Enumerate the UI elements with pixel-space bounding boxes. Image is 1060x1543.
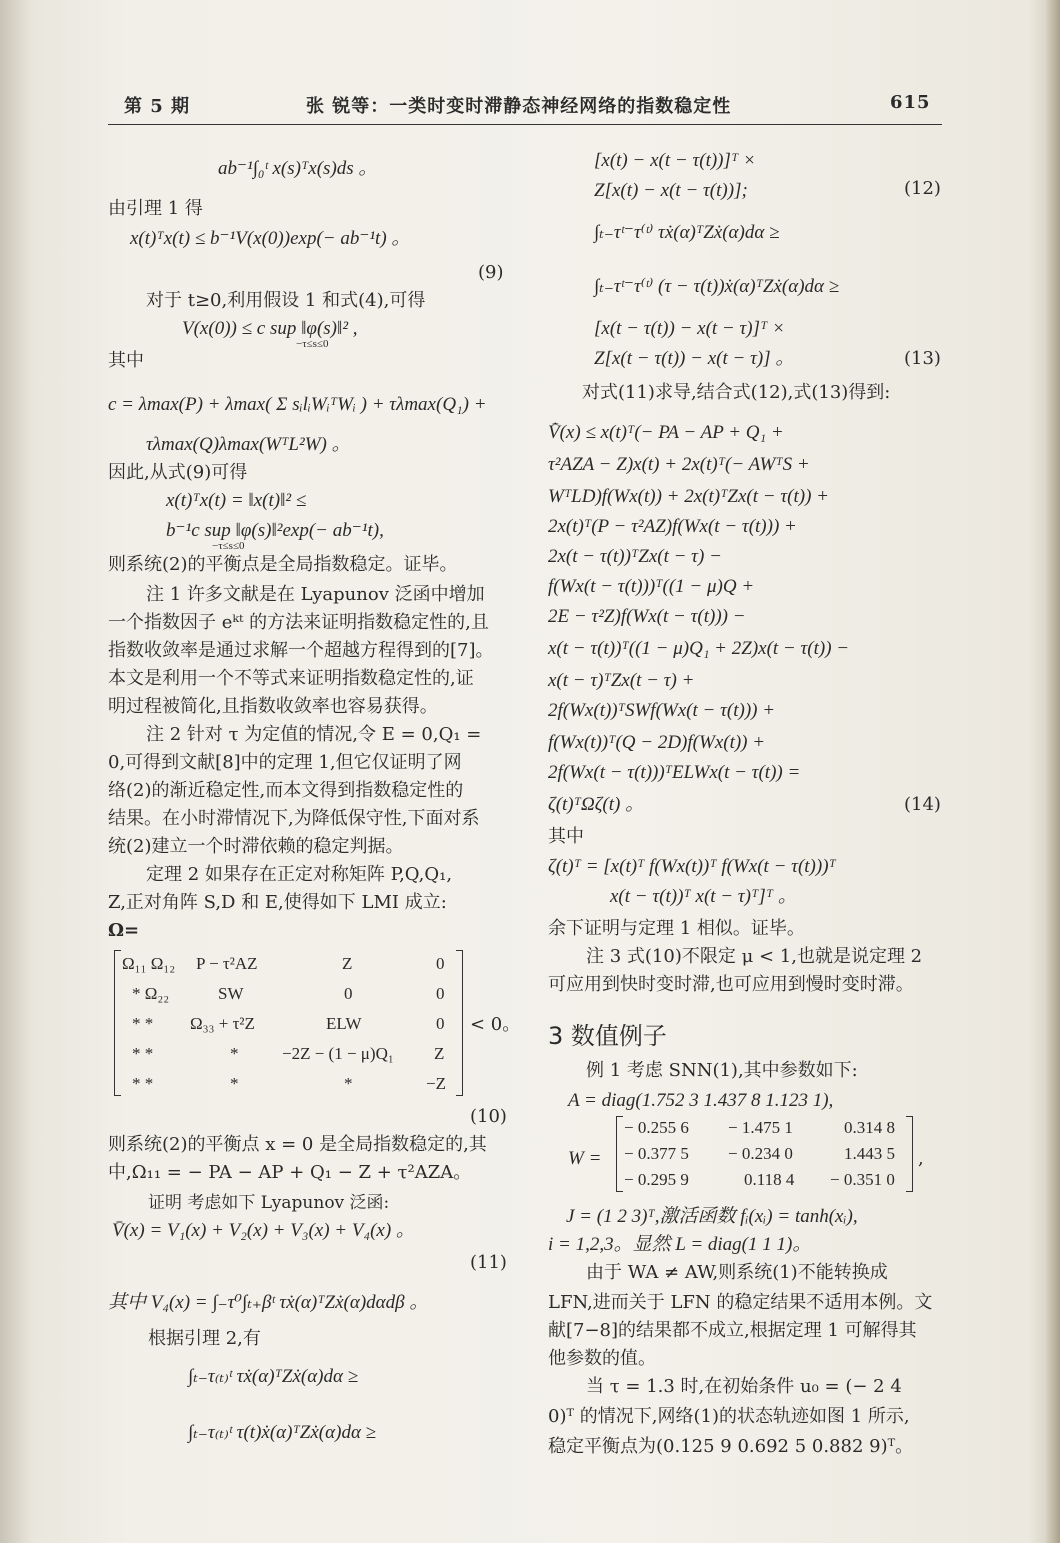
proof-line: 证明 考虑如下 Lyapunov 泛函:	[148, 1193, 390, 1213]
text-line: 对于 t≥0,利用假设 1 和式(4),可得	[146, 290, 426, 311]
omega-label: Ω=	[108, 920, 140, 941]
text-line: 则系统(2)的平衡点是全局指数稳定。证毕。	[108, 554, 458, 575]
eq-number: (14)	[904, 794, 941, 815]
note1-line: 一个指数因子 eᵏᵗ 的方法来证明指数稳定性的,且	[108, 612, 489, 633]
eq-number: (10)	[470, 1106, 507, 1127]
matrix-cell: Z	[434, 1044, 445, 1063]
text-line: 中,Ω₁₁ = − PA − AP + Q₁ − Z + τ²AZA。	[108, 1162, 472, 1183]
eq-line: ∫ₜ₋τᵗ⁻τ⁽ᵗ⁾ τẋ(α)ᵀZẋ(α)dα ≥	[594, 222, 780, 243]
theorem-line: Z,正对角阵 S,D 和 E,使得如下 LMI 成立:	[108, 892, 447, 913]
matrix-cell: −2Z − (1 − μ)Q₁	[282, 1044, 394, 1063]
matrix-cell: Ω₁₁ Ω₁₂	[122, 954, 176, 973]
matrix-cell: ELW	[326, 1014, 362, 1033]
eq-line: [x(t) − x(t − τ(t))]ᵀ ×	[594, 150, 756, 171]
page-number: 615	[890, 92, 931, 113]
matrix-cell: * *	[132, 1074, 154, 1093]
theorem-line: 定理 2 如果存在正定对称矩阵 P,Q,Q₁,	[146, 864, 453, 885]
note1-line: 本文是利用一个不等式来证明指数稳定性的,证	[108, 668, 474, 689]
eq-number: (11)	[470, 1252, 507, 1273]
deriv-line: 2f(Wx(t))ᵀSWf(Wx(t − τ(t))) +	[548, 700, 776, 721]
deriv-line: f(Wx(t))ᵀ(Q − 2D)f(Wx(t)) +	[548, 732, 766, 753]
w-comma: ,	[918, 1148, 924, 1169]
deriv-line: 2x(t)ᵀ(P − τ²AZ)f(Wx(t − τ(t))) +	[548, 516, 797, 537]
eq-line: x(t)ᵀx(t) ≤ b⁻¹V(x(0))exp(− ab⁻¹t) 。	[130, 228, 411, 249]
matrix-cell: *	[230, 1074, 239, 1093]
para-line: 由于 WA ≠ AW,则系统(1)不能转换成	[586, 1262, 888, 1283]
eq-line: ∫ₜ₋τ₍ₜ₎ᵗ τ(t)ẋ(α)ᵀZẋ(α)dα ≥	[188, 1422, 377, 1443]
eq-line: x(t)ᵀx(t) = ‖x(t)‖² ≤	[166, 490, 307, 511]
note3-line: 可应用到快时变时滞,也可应用到慢时变时滞。	[548, 974, 914, 995]
deriv-line: f(Wx(t − τ(t)))ᵀ((1 − μ)Q +	[548, 576, 755, 597]
eq-line: Z[x(t) − x(t − τ(t))];	[594, 180, 748, 201]
eq-line: ∫ₜ₋τ₍ₜ₎ᵗ τẋ(α)ᵀZẋ(α)dα ≥	[188, 1366, 359, 1387]
deriv-line: τ²AZA − Z)x(t) + 2x(t)ᵀ(− AWᵀS +	[548, 454, 810, 475]
eq-line: V̄(x) = V₁(x) + V₂(x) + V₃(x) + V₄(x) 。	[112, 1220, 415, 1241]
eq-line: A = diag(1.752 3 1.437 8 1.123 1),	[568, 1090, 834, 1111]
matrix-cell: − 0.377 5	[624, 1144, 689, 1163]
text-line: 其中	[548, 826, 584, 847]
eq-number: (9)	[478, 262, 504, 283]
note1-line: 明过程被简化,且指数收敛率也容易获得。	[108, 696, 438, 717]
note2-line: 注 2 针对 τ 为定值的情况,令 E = 0,Q₁ =	[146, 724, 482, 745]
deriv-line: 2x(t − τ(t))ᵀZx(t − τ) −	[548, 546, 722, 567]
matrix-cell: *	[230, 1044, 239, 1063]
note1-line: 指数收敛率是通过求解一个超越方程得到的[7]。	[108, 640, 494, 661]
eq-line: i = 1,2,3。显然 L = diag(1 1 1)。	[548, 1234, 812, 1255]
matrix-cell: * Ω₂₂	[132, 984, 170, 1003]
note1-line: 注 1 许多文献是在 Lyapunov 泛函中增加	[146, 584, 485, 605]
matrix-cell: 1.443 5	[844, 1144, 895, 1163]
example-line: 例 1 考虑 SNN(1),其中参数如下:	[586, 1060, 858, 1081]
deriv-line: x(t − τ(t))ᵀ((1 − μ)Q₁ + 2Z)x(t − τ(t)) −	[548, 638, 850, 659]
matrix-cell: * *	[132, 1014, 154, 1033]
matrix-cell: *	[344, 1074, 353, 1093]
text-line: 则系统(2)的平衡点 x = 0 是全局指数稳定的,其	[108, 1134, 487, 1155]
eq-line: [x(t − τ(t)) − x(t − τ)]ᵀ ×	[594, 318, 785, 339]
note3-line: 注 3 式(10)不限定 μ < 1,也就是说定理 2	[586, 946, 923, 967]
matrix-cell: 0	[436, 1014, 445, 1033]
para-line: 稳定平衡点为(0.125 9 0.692 5 0.882 9)ᵀ。	[548, 1436, 914, 1457]
para-line: 献[7−8]的结果都不成立,根据定理 1 可解得其	[548, 1320, 917, 1341]
note2-line: 0,可得到文献[8]中的定理 1,但它仅证明了网	[108, 752, 462, 773]
eq-line: ζ(t)ᵀ = [x(t)ᵀ f(Wx(t))ᵀ f(Wx(t − τ(t)))ᵀ	[548, 856, 836, 877]
matrix-cell: − 0.234 0	[728, 1144, 793, 1163]
matrix-cell: − 1.475 1	[728, 1118, 793, 1137]
text-line: 因此,从式(9)可得	[108, 462, 248, 483]
matrix-cell: 0	[344, 984, 353, 1003]
deriv-line: 2E − τ²Z)f(Wx(t − τ(t))) −	[548, 606, 746, 627]
matrix-cell: 0.118 4	[744, 1170, 795, 1189]
matrix-cell: − 0.351 0	[830, 1170, 895, 1189]
eq-line: c = λmax(P) + λmax( Σ sᵢlᵢWᵢᵀWᵢ ) + τλmax(Q₁) +	[108, 394, 487, 415]
deriv-line: V̄̇(x) ≤ x(t)ᵀ(− PA − AP + Q₁ +	[548, 422, 784, 443]
eq-line: V(x(0)) ≤ c sup ‖φ(s)‖² ,	[182, 318, 358, 339]
matrix-cell: * *	[132, 1044, 154, 1063]
matrix-cell: Ω₃₃ + τ²Z	[190, 1014, 255, 1033]
eq-number: (13)	[904, 348, 941, 369]
eq-line: J = (1 2 3)ᵀ,激活函数 fᵢ(xᵢ) = tanh(xᵢ),	[566, 1206, 858, 1227]
w-matrix	[616, 1116, 918, 1196]
matrix-cell: 0	[436, 954, 445, 973]
matrix-cell: − 0.255 6	[624, 1118, 689, 1137]
eq-line: Z[x(t − τ(t)) − x(t − τ)] 。	[594, 348, 795, 369]
note2-line: 统(2)建立一个时滞依赖的稳定判据。	[108, 836, 404, 857]
issue-number: 第 5 期	[124, 96, 191, 117]
eq-number: (12)	[904, 178, 941, 199]
eq-line: 其中 V₄(x) = ∫₋τ⁰∫ₜ₊βᵗ τẋ(α)ᵀZẋ(α)dαdβ 。	[108, 1292, 429, 1313]
deriv-line: x(t − τ)ᵀZx(t − τ) +	[548, 670, 695, 691]
text-line: 其中	[108, 350, 144, 371]
note2-line: 结果。在小时滞情况下,为降低保守性,下面对系	[108, 808, 480, 829]
matrix-cell: P − τ²AZ	[196, 954, 258, 973]
para-line: LFN,进而关于 LFN 的稳定结果不适用本例。文	[548, 1292, 933, 1313]
text-line: 余下证明与定理 1 相似。证毕。	[548, 918, 805, 939]
running-title: 张 锐等：一类时变时滞静态神经网络的指数稳定性	[306, 96, 732, 117]
para-line: 0)ᵀ 的情况下,网络(1)的状态轨迹如图 1 所示,	[548, 1406, 910, 1427]
lmi-matrix	[112, 950, 472, 1100]
deriv-line: ζ(t)ᵀΩζ(t) 。	[548, 794, 645, 815]
sup-subscript: −τ≤s≤0	[296, 338, 329, 350]
matrix-cell: − 0.295 9	[624, 1170, 689, 1189]
lmi-less-than: < 0。	[470, 1014, 521, 1035]
eq-line: τλmax(Q)λmax(WᵀL²W) 。	[146, 434, 351, 455]
section-heading: 3 数值例子	[548, 1022, 667, 1050]
eq-line: b⁻¹c sup ‖φ(s)‖²exp(− ab⁻¹t),	[166, 520, 384, 541]
w-label: W =	[568, 1148, 602, 1169]
eq-line: x(t − τ(t))ᵀ x(t − τ)ᵀ]ᵀ 。	[610, 886, 797, 907]
matrix-cell: −Z	[426, 1074, 446, 1093]
eq-line: ∫ₜ₋τᵗ⁻τ⁽ᵗ⁾ (τ − τ(t))ẋ(α)ᵀZẋ(α)dα ≥	[594, 276, 840, 297]
matrix-cell: SW	[218, 984, 244, 1003]
matrix-cell: 0	[436, 984, 445, 1003]
matrix-cell: Z	[342, 954, 353, 973]
para-line: 当 τ = 1.3 时,在初始条件 u₀ = (− 2 4	[586, 1376, 902, 1397]
text-line: 对式(11)求导,结合式(12),式(13)得到:	[582, 382, 891, 403]
deriv-line: 2f(Wx(t − τ(t)))ᵀELWx(t − τ(t)) =	[548, 762, 801, 783]
eq-line: ab⁻¹∫₀ᵗ x(s)ᵀx(s)ds 。	[218, 158, 378, 179]
sup-subscript: −τ≤s≤0	[212, 540, 245, 552]
deriv-line: WᵀLD)f(Wx(t)) + 2x(t)ᵀZx(t − τ(t)) +	[548, 486, 829, 507]
para-line: 他参数的值。	[548, 1348, 656, 1369]
text-line: 根据引理 2,有	[148, 1328, 261, 1349]
text-line: 由引理 1 得	[108, 198, 203, 219]
header-rule	[108, 124, 942, 125]
note2-line: 络(2)的渐近稳定性,而本文得到指数稳定性的	[108, 780, 464, 801]
matrix-cell: 0.314 8	[844, 1118, 895, 1137]
